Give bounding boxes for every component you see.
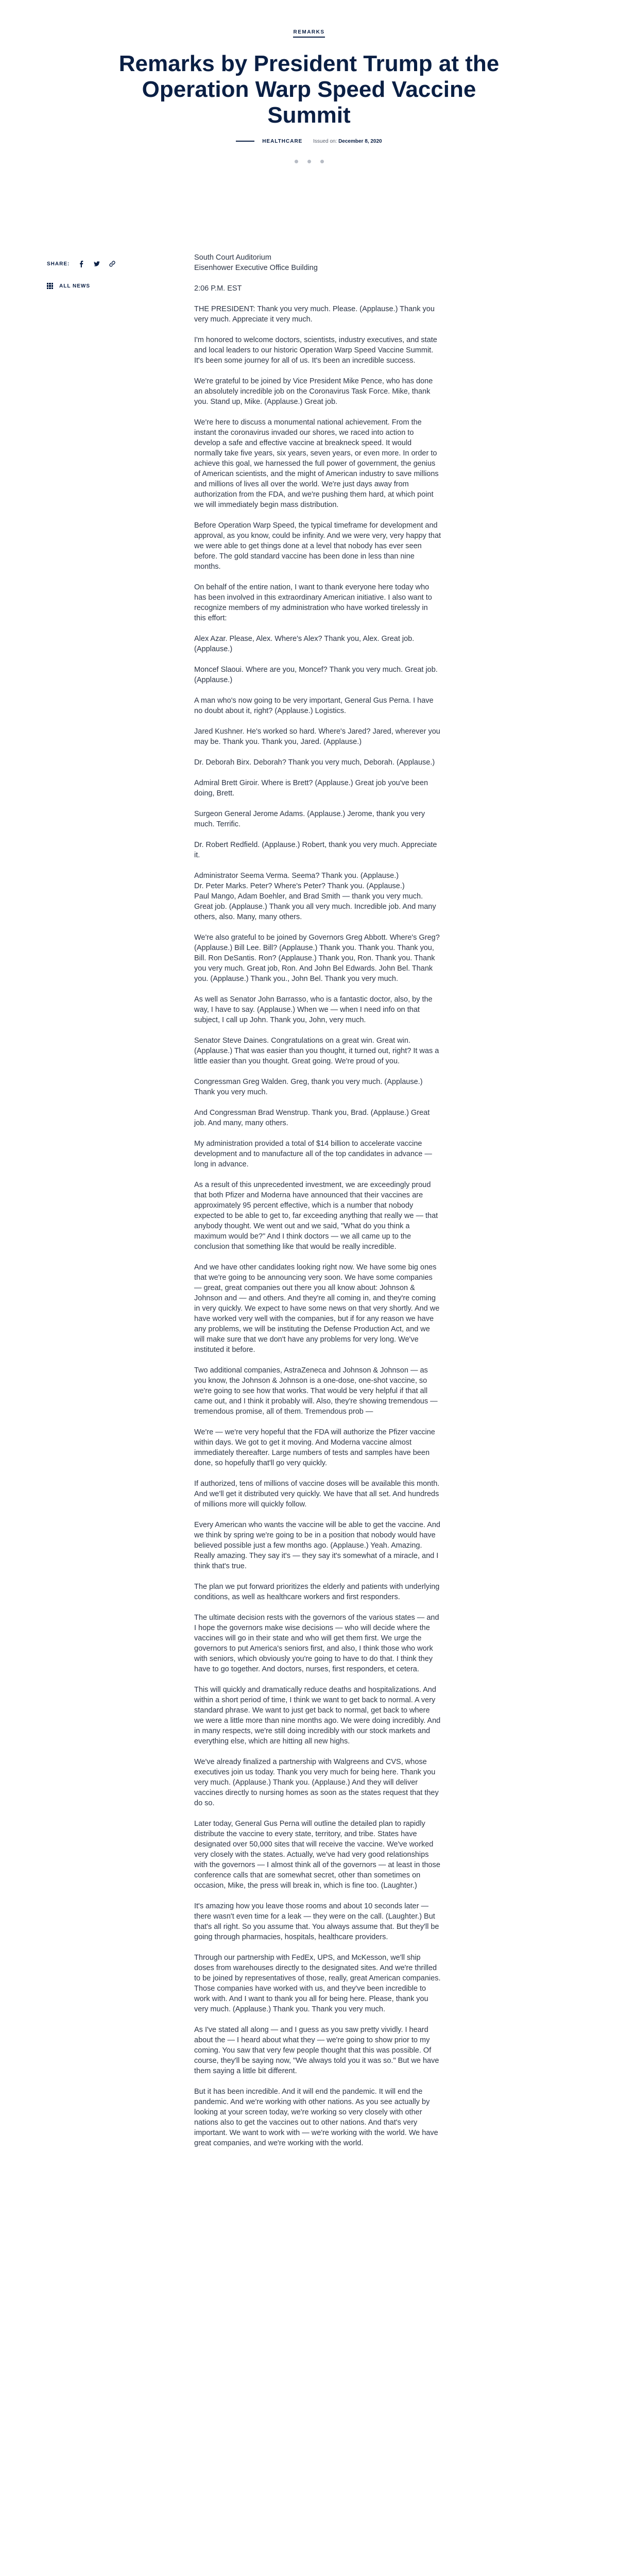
paragraph: Senator Steve Daines. Congratulations on a great win. Great win. (Applause.) That was easier than you thought, it turned out, right? It was a little easier than you thought. Great going. We're proud of you. xyxy=(194,1037,439,1065)
paragraph: Alex Azar. Please, Alex. Where's Alex? Thank you, Alex. Great job. (Applause.) xyxy=(194,635,415,653)
paragraph: Every American who wants the vaccine will be able to get the vaccine. And we think by spring we're going to be in a position that nobody would have believed possible just a few months ago. (Applause.) Yeah. Amazing. Really amazing. They say it's — they say it's somewhat of a miracle, and I think that's true. xyxy=(194,1521,440,1570)
paragraph: Jared Kushner. He's worked so hard. Where's Jared? Jared, wherever you may be. Thank you. Thank you, Jared. (Applause.) xyxy=(194,727,440,746)
paragraph: Congressman Greg Walden. Greg, thank you very much. (Applause.) Thank you very much. xyxy=(194,1078,423,1096)
dot xyxy=(320,160,324,163)
paragraph: THE PRESIDENT: Thank you very much. Please. (Applause.) Thank you very much. Appreciate it very much. xyxy=(194,305,435,324)
all-news-label: ALL NEWS xyxy=(59,283,91,289)
issued-date: December 8, 2020 xyxy=(338,139,382,144)
page-title: Remarks by President Trump at the Operation Warp Speed Vaccine Summit xyxy=(118,51,500,128)
paragraph: Later today, General Gus Perna will outline the detailed plan to rapidly distribute the vaccine to every state, territory, and tribe. States have designated over 50,000 sites that will receive the vaccine. We've worked very closely with the states. Actually, we've had very good relationships with the governors — I almost think all of the governors — at least in those conference calls that are somewhat secret, other than sometimes on occasion, Mike, the press will break in, which is fine too. (Laughter.) xyxy=(194,1820,440,1890)
paragraph: Dr. Robert Redfield. (Applause.) Robert, thank you very much. Appreciate it. xyxy=(194,841,437,859)
paragraph: We're also grateful to be joined by Governors Greg Abbott. Where's Greg? (Applause.) Bill Lee. Bill? (Applause.) Thank you. Thank you. Thank you, Bill. Ron DeSantis. Ron? (Applause.) Thank you, Ron. Thank you. Thank you very much. Great job, Ron. And John Bel Edwards. John Bel. Thank you. (Applause.) Thank you., John Bel. Thank you very much. xyxy=(194,934,440,983)
paragraph: As I've stated all along — and I guess as you saw pretty vividly. I heard about the — I heard about what they — we're going to show prior to my coming. You saw that very few people thought that this was possible. Of course, they'll be saying now, "We always told you it was so." But we have them saying a little bit different. xyxy=(194,2026,439,2075)
category-link[interactable]: HEALTHCARE xyxy=(262,139,303,144)
paragraph: We're grateful to be joined by Vice President Mike Pence, who has done an absolutely incredible job on the Coronavirus Task Force. Mike, thank you. Stand up, Mike. (Applause.) Great job. xyxy=(194,377,433,406)
grid-icon xyxy=(47,283,53,289)
twitter-icon[interactable] xyxy=(93,260,100,267)
facebook-icon[interactable] xyxy=(78,260,85,267)
paragraph: Two additional companies, AstraZeneca and Johnson & Johnson — as you know, the Johnson & Johnson is a one-dose, one-shot vaccine, so we're going to see how that works. That would be very helpful if that all came out, and I think it probably will. Also, they're showing tremendous — tremendous promise, all of them. Tremendous prob — xyxy=(194,1366,438,1416)
paragraph: As a result of this unprecedented investment, we are exceedingly proud that both Pfizer and Moderna have announced that their vaccines are approximately 95 percent effective, which is a number that nobody expected to be able to get to, far exceeding anything that really we — that anybody thought. We went out and we said, "What do you think a maximum would be?" And I think doctors — we all came up to the conclusion that something like that would be really incredible. xyxy=(194,1181,438,1251)
header xyxy=(0,0,618,38)
paragraph: And Congressman Brad Wenstrup. Thank you, Brad. (Applause.) Great job. And many, many others. xyxy=(194,1109,430,1127)
paragraph: As well as Senator John Barrasso, who is a fantastic doctor, also, by the way, I have to say. (Applause.) When we — when I need info on that subject, I call up John. Thank you, John, very much. xyxy=(194,995,433,1024)
article-body xyxy=(194,252,441,2159)
all-news-link[interactable] xyxy=(47,283,170,289)
paragraph: If authorized, tens of millions of vaccine doses will be available this month. And we'll get it distributed very quickly. We have that all set. And hundreds of millions more will quickly follow. xyxy=(194,1480,440,1509)
paragraph: And we have other candidates looking right now. We have some big ones that we're going to be announcing very soon. We have some companies — great, great companies out there you all know about: Johnson & Johnson and — and others. And they're all coming in, and they're coming in very quickly. We expect to have some news on that very shortly. And we have worked very well with the companies, but if for any reason we have any problems, we will be instituting the Defense Production Act, and we will make sure that we don't have any problems for very long. We've instituted it before. xyxy=(194,1263,440,1354)
paragraph: This will quickly and dramatically reduce deaths and hospitalizations. And within a short period of time, I think we want to get back to normal. A very standard phrase. We want to just get back to normal, get back to where we were a little more than nine months ago. We were doing incredibly. And in many respects, we're still doing incredibly with our stock markets and everything else, which are hitting all new highs. xyxy=(194,1686,441,1745)
paragraph: But it has been incredible. And it will end the pandemic. It will end the pandemic. And we're working with other nations. As you see actually by looking at your screen today, we're working so very closely with other nations also to get the vaccines out to other nations. And that's very important. We want to work with — we're working with the world. We have great companies, and we're working with the world. xyxy=(194,2088,438,2147)
paragraph: We're here to discuss a monumental national achievement. From the instant the coronavirus invaded our shores, we raced into action to develop a safe and effective vaccine at breakneck speed. It would normally take five years, six years, seven years, or even more. In order to achieve this goal, we harnessed the full power of government, the genius of American scientists, and the might of American industry to save millions and millions of lives all over the world. We're just days away from authorization from the FDA, and we're pushing them hard, at which point we will immediately begin mass distribution. xyxy=(194,418,439,509)
article-meta xyxy=(0,139,618,144)
paragraph: South Court Auditorium Eisenhower Executive Office Building xyxy=(194,253,318,272)
paragraph: We've already finalized a partnership with Walgreens and CVS, whose executives join us today. Thank you very much for being here. Thank you very much. (Applause.) Thank you. (Applause.) And they will deliver vaccines directly to nursing homes as soon as the states request that they do so. xyxy=(194,1758,439,1807)
sidebar xyxy=(47,260,170,289)
paragraph: Surgeon General Jerome Adams. (Applause.) Jerome, thank you very much. Terrific. xyxy=(194,810,425,828)
share-bar xyxy=(47,260,170,267)
paragraph: We're — we're very hopeful that the FDA will authorize the Pfizer vaccine within days. We got to get it moving. And Moderna vaccine almost immediately thereafter. Large numbers of tests and samples have been done, so hopefully that'll go very quickly. xyxy=(194,1428,435,1467)
paragraph: 2:06 P.M. EST xyxy=(194,284,242,293)
paragraph: It's amazing how you leave those rooms and about 10 seconds later — there wasn't even time for a leak — they were on the call. (Laughter.) But that's all right. So you assume that. You always assume that. But they'll be going through pharmacies, hospitals, healthcare providers. xyxy=(194,1902,439,1941)
paragraph: Through our partnership with FedEx, UPS, and McKesson, we'll ship doses from warehouses directly to the designated sites. And we're thrilled to be joined by representatives of those, really, great American companies. Those companies have worked with us, and they've been incredible to work with. And I want to thank you all for being here. Please, thank you very much. (Applause.) Thank you. Thank you very much. xyxy=(194,1954,441,2013)
link-icon[interactable] xyxy=(109,260,116,267)
paragraph: Dr. Deborah Birx. Deborah? Thank you very much, Deborah. (Applause.) xyxy=(194,758,435,767)
divider-dots xyxy=(0,157,618,166)
share-label: SHARE: xyxy=(47,261,70,267)
issued-label: Issued on: xyxy=(313,139,337,144)
paragraph: Admiral Brett Giroir. Where is Brett? (Applause.) Great job you've been doing, Brett. xyxy=(194,779,428,798)
paragraph: A man who's now going to be very important, General Gus Perna. I have no doubt about it, right? (Applause.) Logistics. xyxy=(194,697,434,715)
paragraph: Before Operation Warp Speed, the typical timeframe for development and approval, as you know, could be infinity. And we were very, very happy that we were able to get things done at a level that nobody has ever seen before. The gold standard vaccine has been done in less than nine months. xyxy=(194,521,441,571)
dot xyxy=(307,160,311,163)
meta-rule xyxy=(236,141,254,142)
paragraph: I'm honored to welcome doctors, scientists, industry executives, and state and local leaders to our historic Operation Warp Speed Vaccine Summit. It's been some journey for all of us. It's been an incredible success. xyxy=(194,336,437,365)
kicker-label[interactable]: REMARKS xyxy=(293,29,324,38)
dot xyxy=(295,160,298,163)
paragraph: Administrator Seema Verma. Seema? Thank you. (Applause.) Dr. Peter Marks. Peter? Where's Peter? Thank you. (Applause.) Paul Mango, Adam Boehler, and Brad Smith — thank you very much. Great job. (Applause.) Thank you all very much. Incredible job. And many others, also. Many, many others. xyxy=(194,872,436,921)
paragraph: The ultimate decision rests with the governors of the various states — and I hope the governors make wise decisions — who will decide where the vaccines will go in their state and who will get them first. We urge the governors to put America's seniors first, and also, I think those who work with seniors, which obviously you're going to have to do that. I think they have to go together. And doctors, nurses, first responders, et cetera. xyxy=(194,1614,439,1673)
paragraph: The plan we put forward prioritizes the elderly and patients with underlying conditions, as well as healthcare workers and first responders. xyxy=(194,1583,440,1601)
paragraph: Moncef Slaoui. Where are you, Moncef? Thank you very much. Great job. (Applause.) xyxy=(194,666,438,684)
paragraph: My administration provided a total of $14 billion to accelerate vaccine development and to manufacture all of the top candidates in advance — long in advance. xyxy=(194,1140,432,1168)
paragraph: On behalf of the entire nation, I want to thank everyone here today who has been involved in this extraordinary American initiative. I also want to recognize members of my administration who have worked tirelessly in this effort: xyxy=(194,583,432,622)
